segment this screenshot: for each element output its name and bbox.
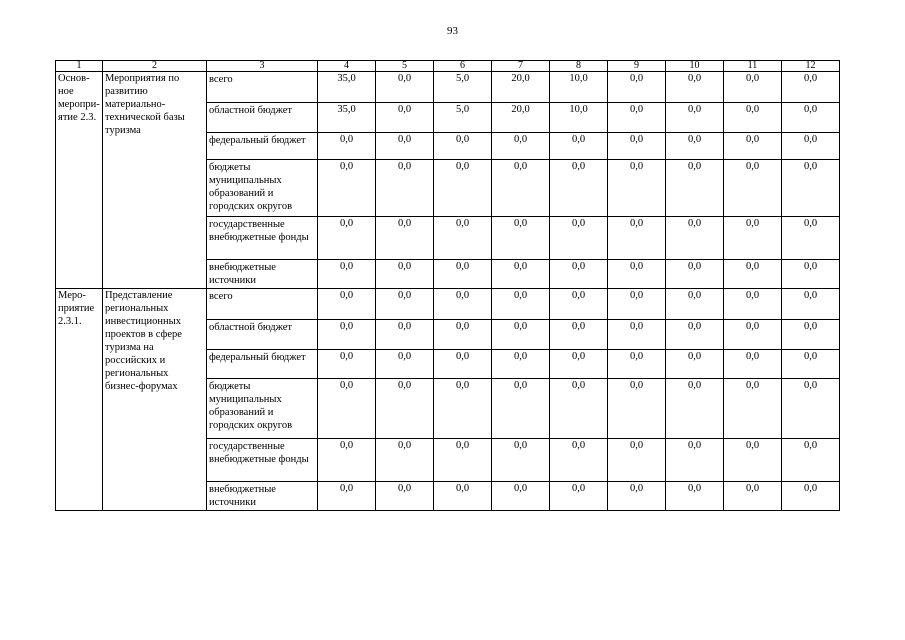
value-cell: 0,0 <box>666 379 724 439</box>
funding-source: всего <box>207 72 318 103</box>
value-cell: 0,0 <box>318 217 376 260</box>
value-cell: 0,0 <box>376 379 434 439</box>
column-header: 5 <box>376 61 434 72</box>
value-cell: 0,0 <box>492 379 550 439</box>
value-cell: 0,0 <box>724 72 782 103</box>
column-header: 7 <box>492 61 550 72</box>
value-cell: 0,0 <box>782 217 840 260</box>
funding-source: бюджеты муниципальных образований и городских округов <box>207 379 318 439</box>
table-row <box>56 72 840 103</box>
value-cell: 0,0 <box>434 379 492 439</box>
value-cell: 0,0 <box>608 133 666 160</box>
value-cell: 0,0 <box>550 217 608 260</box>
value-cell: 0,0 <box>492 482 550 511</box>
value-cell: 0,0 <box>492 160 550 217</box>
value-cell: 0,0 <box>782 320 840 350</box>
value-cell: 0,0 <box>782 72 840 103</box>
value-cell: 0,0 <box>666 133 724 160</box>
value-cell: 0,0 <box>666 217 724 260</box>
value-cell: 0,0 <box>376 133 434 160</box>
value-cell: 0,0 <box>724 289 782 320</box>
value-cell: 0,0 <box>492 320 550 350</box>
funding-source: внебюджетные источники <box>207 260 318 289</box>
value-cell: 35,0 <box>318 72 376 103</box>
value-cell: 0,0 <box>666 350 724 379</box>
value-cell: 0,0 <box>318 320 376 350</box>
value-cell: 5,0 <box>434 72 492 103</box>
value-cell: 0,0 <box>492 289 550 320</box>
value-cell: 0,0 <box>434 289 492 320</box>
value-cell: 0,0 <box>492 217 550 260</box>
value-cell: 0,0 <box>782 160 840 217</box>
value-cell: 10,0 <box>550 72 608 103</box>
value-cell: 0,0 <box>376 482 434 511</box>
funding-source: областной бюджет <box>207 320 318 350</box>
value-cell: 0,0 <box>724 217 782 260</box>
value-cell: 0,0 <box>608 379 666 439</box>
value-cell: 0,0 <box>376 439 434 482</box>
page-number: 93 <box>447 25 458 37</box>
value-cell: 0,0 <box>376 160 434 217</box>
value-cell: 0,0 <box>724 103 782 133</box>
column-header: 4 <box>318 61 376 72</box>
value-cell: 0,0 <box>608 350 666 379</box>
column-header: 10 <box>666 61 724 72</box>
value-cell: 0,0 <box>666 439 724 482</box>
value-cell: 0,0 <box>608 217 666 260</box>
value-cell: 0,0 <box>782 103 840 133</box>
value-cell: 10,0 <box>550 103 608 133</box>
value-cell: 0,0 <box>782 379 840 439</box>
value-cell: 0,0 <box>666 103 724 133</box>
value-cell: 0,0 <box>492 260 550 289</box>
column-header: 8 <box>550 61 608 72</box>
value-cell: 0,0 <box>434 482 492 511</box>
value-cell: 0,0 <box>492 133 550 160</box>
value-cell: 0,0 <box>318 160 376 217</box>
value-cell: 0,0 <box>318 379 376 439</box>
block-title: Представление региональных инвестиционных проектов в сфере туризма на российских и региональных бизнес-форумах <box>103 289 207 511</box>
value-cell: 0,0 <box>434 260 492 289</box>
value-cell: 0,0 <box>376 103 434 133</box>
value-cell: 0,0 <box>724 133 782 160</box>
value-cell: 0,0 <box>782 260 840 289</box>
value-cell: 0,0 <box>434 320 492 350</box>
value-cell: 0,0 <box>550 289 608 320</box>
value-cell: 0,0 <box>318 289 376 320</box>
block-code: Меро-приятие 2.3.1. <box>56 289 103 511</box>
value-cell: 0,0 <box>550 439 608 482</box>
value-cell: 0,0 <box>608 103 666 133</box>
column-header: 1 <box>56 61 103 72</box>
value-cell: 0,0 <box>666 160 724 217</box>
value-cell: 0,0 <box>318 260 376 289</box>
value-cell: 0,0 <box>666 72 724 103</box>
funding-source: областной бюджет <box>207 103 318 133</box>
value-cell: 0,0 <box>376 217 434 260</box>
value-cell: 20,0 <box>492 103 550 133</box>
funding-source: внебюджетные источники <box>207 482 318 511</box>
funding-source: всего <box>207 289 318 320</box>
column-header: 11 <box>724 61 782 72</box>
value-cell: 0,0 <box>608 482 666 511</box>
value-cell: 0,0 <box>492 350 550 379</box>
value-cell: 0,0 <box>608 320 666 350</box>
block-title: Мероприятия по развитию материально-технической базы туризма <box>103 72 207 289</box>
value-cell: 0,0 <box>318 133 376 160</box>
column-header: 3 <box>207 61 318 72</box>
value-cell: 0,0 <box>782 289 840 320</box>
value-cell: 0,0 <box>376 320 434 350</box>
value-cell: 0,0 <box>376 260 434 289</box>
column-header: 6 <box>434 61 492 72</box>
value-cell: 0,0 <box>434 217 492 260</box>
funding-source: федеральный бюджет <box>207 350 318 379</box>
funding-source: государственные внебюджетные фонды <box>207 217 318 260</box>
header-row <box>56 61 840 72</box>
column-header: 12 <box>782 61 840 72</box>
value-cell: 0,0 <box>434 350 492 379</box>
value-cell: 0,0 <box>782 350 840 379</box>
value-cell: 0,0 <box>550 160 608 217</box>
value-cell: 0,0 <box>376 72 434 103</box>
value-cell: 0,0 <box>724 260 782 289</box>
value-cell: 0,0 <box>492 439 550 482</box>
value-cell: 0,0 <box>666 482 724 511</box>
value-cell: 0,0 <box>782 482 840 511</box>
value-cell: 0,0 <box>666 320 724 350</box>
value-cell: 0,0 <box>376 350 434 379</box>
value-cell: 0,0 <box>434 160 492 217</box>
value-cell: 0,0 <box>608 72 666 103</box>
funding-source: федеральный бюджет <box>207 133 318 160</box>
funding-source: бюджеты муниципальных образований и городских округов <box>207 160 318 217</box>
funding-table <box>55 60 840 511</box>
value-cell: 0,0 <box>376 289 434 320</box>
value-cell: 0,0 <box>318 350 376 379</box>
value-cell: 35,0 <box>318 103 376 133</box>
value-cell: 0,0 <box>318 439 376 482</box>
value-cell: 0,0 <box>318 482 376 511</box>
value-cell: 0,0 <box>608 260 666 289</box>
value-cell: 0,0 <box>724 482 782 511</box>
value-cell: 5,0 <box>434 103 492 133</box>
value-cell: 0,0 <box>782 133 840 160</box>
value-cell: 0,0 <box>550 260 608 289</box>
table-body <box>56 61 840 511</box>
column-header: 2 <box>103 61 207 72</box>
column-header: 9 <box>608 61 666 72</box>
value-cell: 0,0 <box>608 160 666 217</box>
value-cell: 0,0 <box>550 350 608 379</box>
value-cell: 0,0 <box>608 439 666 482</box>
value-cell: 0,0 <box>724 350 782 379</box>
value-cell: 20,0 <box>492 72 550 103</box>
value-cell: 0,0 <box>782 439 840 482</box>
value-cell: 0,0 <box>550 482 608 511</box>
table-row <box>56 289 840 320</box>
block-code: Основ-ное меропри-ятие 2.3. <box>56 72 103 289</box>
funding-source: государственные внебюджетные фонды <box>207 439 318 482</box>
value-cell: 0,0 <box>550 379 608 439</box>
value-cell: 0,0 <box>666 289 724 320</box>
value-cell: 0,0 <box>550 320 608 350</box>
value-cell: 0,0 <box>724 160 782 217</box>
value-cell: 0,0 <box>434 439 492 482</box>
value-cell: 0,0 <box>550 133 608 160</box>
value-cell: 0,0 <box>608 289 666 320</box>
value-cell: 0,0 <box>666 260 724 289</box>
value-cell: 0,0 <box>434 133 492 160</box>
value-cell: 0,0 <box>724 320 782 350</box>
value-cell: 0,0 <box>724 379 782 439</box>
value-cell: 0,0 <box>724 439 782 482</box>
